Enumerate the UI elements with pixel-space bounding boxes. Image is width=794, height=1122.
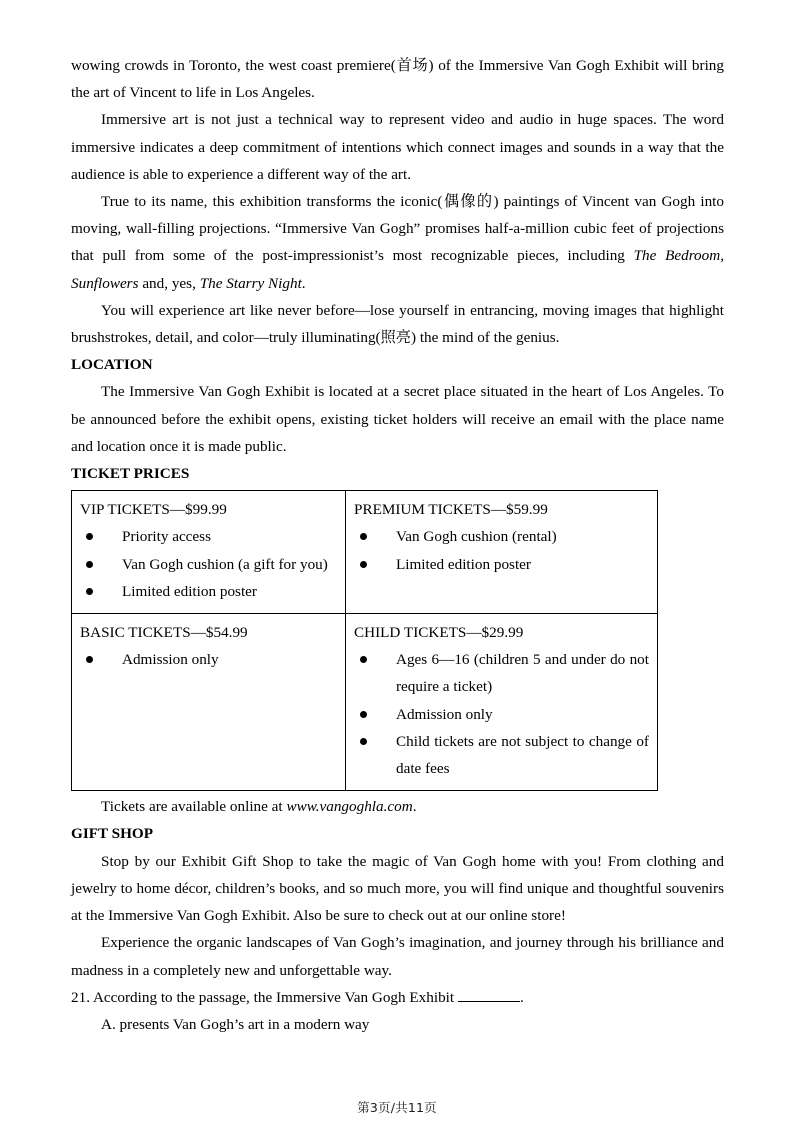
ticket-tier-title: PREMIUM TICKETS—$59.99 (354, 501, 548, 519)
paragraph-location: The Immersive Van Gogh Exhibit is located at a secret place situated in the heart of Los Angeles. To be announced before the exhibit opens, existing ticket holders will receive an email with the place name and location once it is made public. (71, 383, 724, 455)
ticket-cell-child (346, 614, 658, 791)
paragraph-true-to-name-part2: and, yes, (138, 274, 200, 292)
ticket-benefit-text: Priority access (122, 528, 211, 546)
paragraph-true-to-name-part3: . (301, 274, 306, 292)
ticket-benefit-text: Van Gogh cushion (a gift for you) (122, 555, 328, 573)
paragraph-experience-organic: Experience the organic landscapes of Van Gogh’s imagination, and journey through his brilliance and madness in a completely new and unforgettable way. (71, 934, 724, 979)
list-item (354, 523, 649, 550)
page-footer: 第3页/共11页 (357, 1100, 437, 1115)
list-item (354, 701, 649, 728)
paragraph-tickets-online (71, 793, 724, 820)
ticket-benefit-list (80, 646, 337, 673)
question-21-option-a: A. presents Van Gogh’s art in a modern way (101, 1015, 370, 1033)
ticket-benefit-list (354, 523, 649, 577)
tickets-online-suffix: . (412, 798, 417, 816)
paragraph-experience-art: You will experience art like never before—lose yourself in entrancing, moving images that highlight brushstrokes, detail, and color—truly illuminating(照亮) the mind of the genius. (71, 301, 724, 347)
bullet-dot-icon (360, 656, 367, 663)
list-item (354, 728, 649, 782)
ticket-cell-premium (346, 491, 658, 614)
artwork-title-starry-night: The Starry Night (199, 274, 302, 292)
ticket-benefit-text: Admission only (396, 705, 493, 723)
ticket-benefit-text: Limited edition poster (396, 555, 531, 573)
ticket-cell-basic (72, 614, 346, 791)
answer-blank (458, 988, 520, 1002)
ticket-benefit-text: Van Gogh cushion (rental) (396, 528, 557, 546)
paragraph-gift-shop: Stop by our Exhibit Gift Shop to take the magic of Van Gogh home with you! From clothing and jewelry to home décor, children’s books, and so much more, you will find unique and thoughtful souvenirs at the Immersive Van Gogh Exhibit. Also be sure to check out at our online store! (71, 852, 724, 925)
ticket-benefit-text: Limited edition poster (122, 582, 257, 600)
bullet-dot-icon (360, 533, 367, 540)
bullet-dot-icon (360, 738, 367, 745)
question-21 (71, 984, 724, 1011)
list-item (80, 578, 337, 605)
paragraph-continued: wowing crowds in Toronto, the west coast premiere(首场) of the Immersive Van Gogh Exhibit will bring the art of Vincent to life in Los Angeles. (71, 57, 724, 102)
question-21-prefix: 21. According to the passage, the Immersive Van Gogh Exhibit (71, 988, 458, 1006)
bullet-dot-icon (360, 561, 367, 568)
tickets-online-prefix: Tickets are available online at (101, 798, 287, 816)
ticket-tier-title: CHILD TICKETS—$29.99 (354, 624, 524, 642)
table-row (72, 491, 658, 614)
ticket-website-url: www.vangoghla.com (286, 798, 413, 816)
list-item (80, 646, 337, 673)
question-21-suffix: . (519, 988, 524, 1006)
ticket-benefit-list (354, 646, 649, 782)
ticket-benefit-text: Ages 6—16 (children 5 and under do not require a ticket) (396, 651, 649, 696)
artwork-title-bedroom-sunflowers: The Bedroom, Sunflowers (71, 247, 724, 292)
paragraph-immersive-art: Immersive art is not just a technical way to represent video and audio in huge spaces. The word immersive indicates a deep commitment of intentions which connect images and sounds in a way that the audience is able to experience a different way of the art. (71, 111, 724, 183)
ticket-benefit-list (80, 523, 337, 605)
heading-location: LOCATION (71, 356, 153, 374)
bullet-dot-icon (86, 656, 93, 663)
ticket-benefit-text: Admission only (122, 651, 219, 669)
ticket-tier-title: BASIC TICKETS—$54.99 (80, 624, 248, 642)
paragraph-true-to-name-part1: True to its name, this exhibition transforms the iconic(偶像的) paintings of Vincent van Gogh into moving, wall-filling projections. “Immersive Van Gogh” promises half-a-million cubic feet of projections that pull from some of the post-impressionist’s most recognizable pieces, including (71, 193, 724, 265)
list-item (354, 646, 649, 700)
heading-ticket-prices: TICKET PRICES (71, 465, 190, 483)
paragraph-true-to-name (71, 188, 724, 297)
bullet-dot-icon (86, 561, 93, 568)
ticket-prices-table-wrapper (71, 490, 649, 791)
list-item (354, 551, 649, 578)
bullet-dot-icon (360, 711, 367, 718)
bullet-dot-icon (86, 533, 93, 540)
ticket-benefit-text: Child tickets are not subject to change of date fees (396, 732, 649, 778)
list-item (80, 523, 337, 550)
table-row (72, 614, 658, 791)
ticket-cell-vip (72, 491, 346, 614)
ticket-prices-table (71, 490, 658, 791)
bullet-dot-icon (86, 588, 93, 595)
list-item (80, 551, 337, 578)
heading-gift-shop: GIFT SHOP (71, 825, 154, 843)
page-content (71, 52, 724, 1038)
ticket-tier-title: VIP TICKETS—$99.99 (80, 501, 227, 519)
